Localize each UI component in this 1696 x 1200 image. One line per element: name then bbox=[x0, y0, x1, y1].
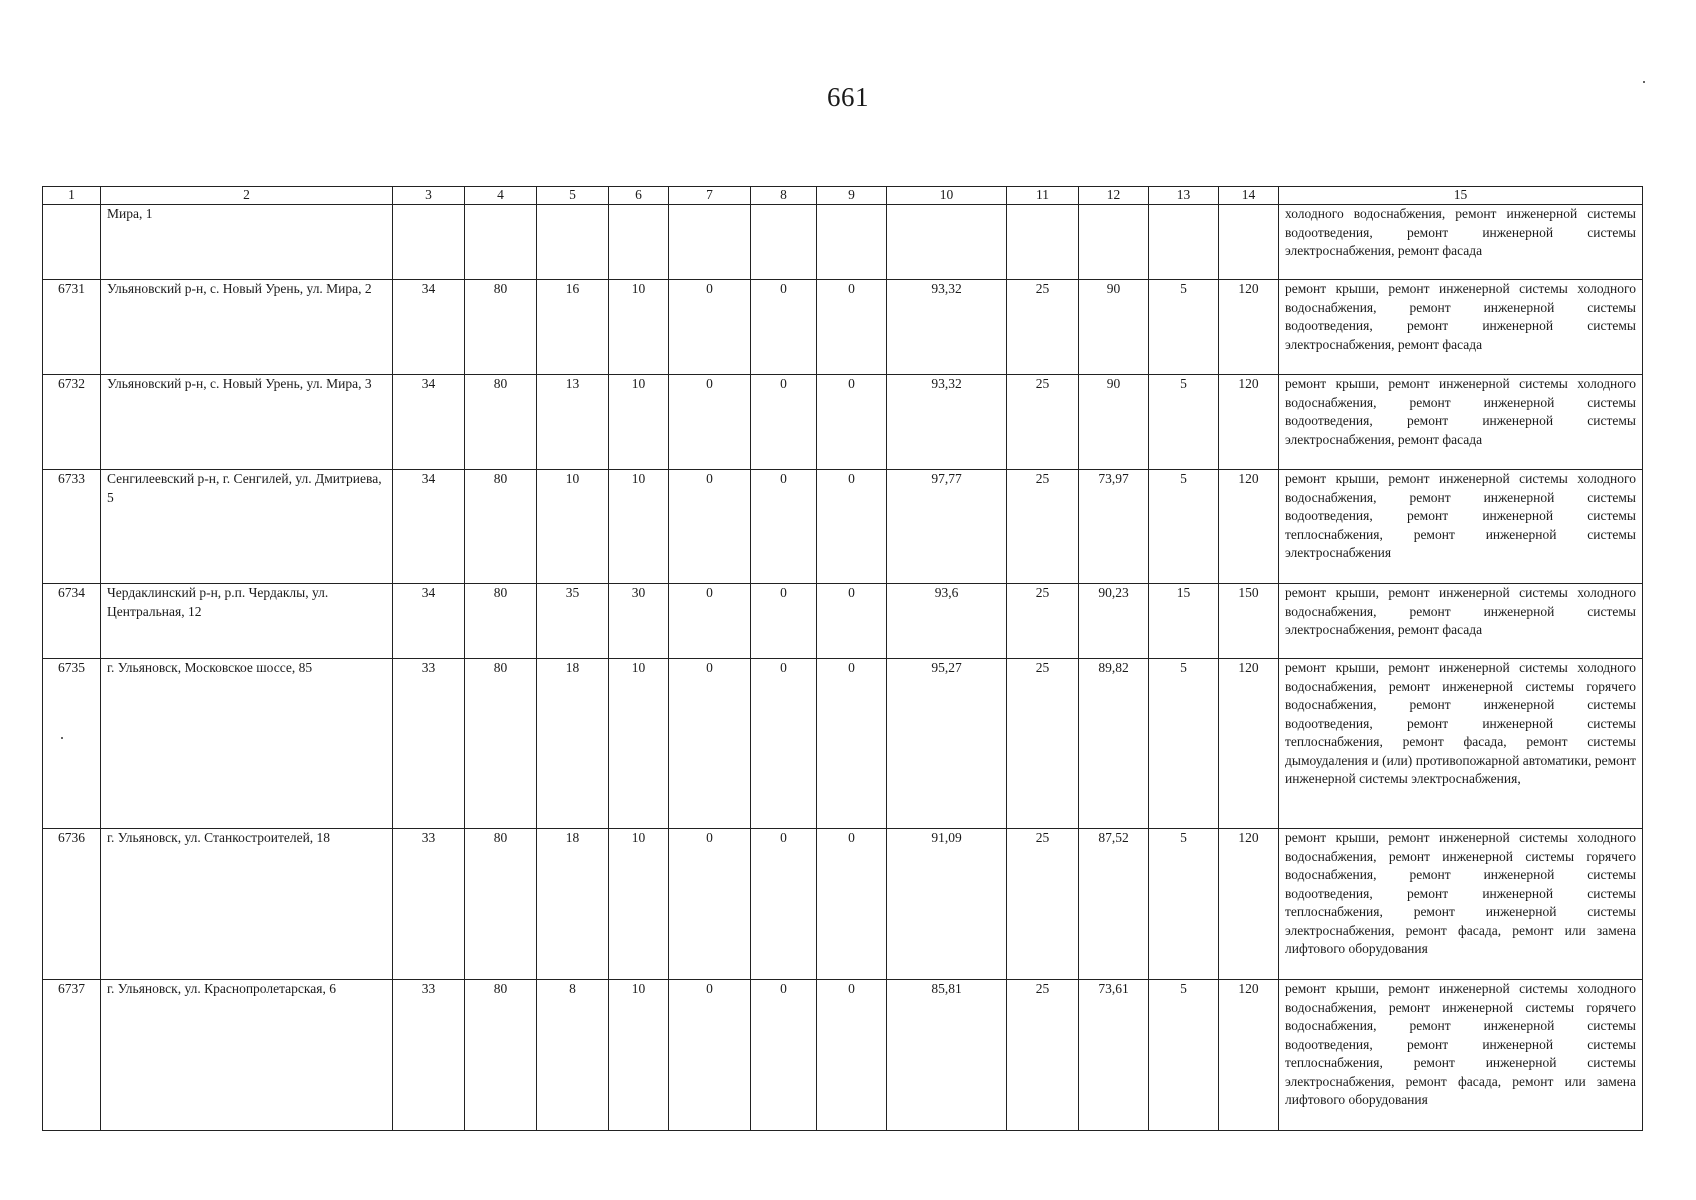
row-number: 6733 bbox=[43, 470, 101, 584]
cell-col-12: 73,61 bbox=[1079, 980, 1149, 1131]
cell-col-14: 120 bbox=[1219, 280, 1279, 375]
column-header-5: 5 bbox=[537, 187, 609, 205]
cell-col-8: 0 bbox=[751, 375, 817, 470]
cell-col-3: 33 bbox=[393, 980, 465, 1131]
table-row bbox=[43, 659, 1643, 829]
cell-col-10: 97,77 bbox=[887, 470, 1007, 584]
cell-col-5: 10 bbox=[537, 470, 609, 584]
repair-works-cell: ремонт крыши, ремонт инженерной системы холодного водоснабжения, ремонт инженерной системы горячего водоснабжения, ремонт инженерной системы водоотведения, ремонт инженерной системы теплоснабжения, ремонт инженерной системы электроснабжения, ремонт фасада, ремонт или замена лифтового оборудования bbox=[1279, 980, 1643, 1131]
cell-col-13: 5 bbox=[1149, 375, 1219, 470]
cell-col-6 bbox=[609, 205, 669, 280]
repair-program-table bbox=[42, 186, 1643, 1131]
cell-col-4: 80 bbox=[465, 584, 537, 659]
repair-works-cell: ремонт крыши, ремонт инженерной системы холодного водоснабжения, ремонт инженерной системы водоотведения, ремонт инженерной системы электроснабжения, ремонт фасада bbox=[1279, 375, 1643, 470]
cell-col-14: 120 bbox=[1219, 829, 1279, 980]
cell-col-9: 0 bbox=[817, 659, 887, 829]
cell-col-7: 0 bbox=[669, 470, 751, 584]
cell-col-6: 30 bbox=[609, 584, 669, 659]
cell-col-8: 0 bbox=[751, 659, 817, 829]
cell-col-14: 120 bbox=[1219, 470, 1279, 584]
cell-col-5 bbox=[537, 205, 609, 280]
cell-col-7: 0 bbox=[669, 280, 751, 375]
row-number bbox=[43, 205, 101, 280]
column-header-2: 2 bbox=[101, 187, 393, 205]
cell-col-12 bbox=[1079, 205, 1149, 280]
column-header-10: 10 bbox=[887, 187, 1007, 205]
address-cell: Чердаклинский р-н, р.п. Чердаклы, ул. Центральная, 12 bbox=[101, 584, 393, 659]
cell-col-9 bbox=[817, 205, 887, 280]
cell-col-3: 34 bbox=[393, 584, 465, 659]
column-header-15: 15 bbox=[1279, 187, 1643, 205]
cell-col-13: 5 bbox=[1149, 659, 1219, 829]
table-row bbox=[43, 205, 1643, 280]
cell-col-8: 0 bbox=[751, 470, 817, 584]
cell-col-12: 89,82 bbox=[1079, 659, 1149, 829]
cell-col-13: 5 bbox=[1149, 280, 1219, 375]
cell-col-11: 25 bbox=[1007, 829, 1079, 980]
column-header-4: 4 bbox=[465, 187, 537, 205]
cell-col-3: 34 bbox=[393, 470, 465, 584]
cell-col-14: 120 bbox=[1219, 980, 1279, 1131]
cell-col-7: 0 bbox=[669, 584, 751, 659]
repair-works-cell: ремонт крыши, ремонт инженерной системы холодного водоснабжения, ремонт инженерной системы горячего водоснабжения, ремонт инженерной системы водоотведения, ремонт инженерной системы теплоснабжения, ремонт инженерной системы электроснабжения, ремонт фасада, ремонт или замена лифтового оборудования bbox=[1279, 829, 1643, 980]
cell-col-7: 0 bbox=[669, 980, 751, 1131]
cell-col-5: 18 bbox=[537, 829, 609, 980]
column-header-7: 7 bbox=[669, 187, 751, 205]
cell-col-3: 33 bbox=[393, 829, 465, 980]
cell-col-13 bbox=[1149, 205, 1219, 280]
cell-col-14: 120 bbox=[1219, 659, 1279, 829]
cell-col-10: 95,27 bbox=[887, 659, 1007, 829]
cell-col-14: 150 bbox=[1219, 584, 1279, 659]
cell-col-11: 25 bbox=[1007, 470, 1079, 584]
row-number: 6734 bbox=[43, 584, 101, 659]
cell-col-8: 0 bbox=[751, 280, 817, 375]
cell-col-4: 80 bbox=[465, 829, 537, 980]
repair-works-cell: ремонт крыши, ремонт инженерной системы холодного водоснабжения, ремонт инженерной системы водоотведения, ремонт инженерной системы теплоснабжения, ремонт инженерной системы электроснабжения bbox=[1279, 470, 1643, 584]
scan-speck bbox=[1643, 81, 1645, 83]
cell-col-13: 5 bbox=[1149, 470, 1219, 584]
cell-col-6: 10 bbox=[609, 280, 669, 375]
cell-col-12: 90 bbox=[1079, 375, 1149, 470]
cell-col-13: 15 bbox=[1149, 584, 1219, 659]
cell-col-9: 0 bbox=[817, 375, 887, 470]
cell-col-4: 80 bbox=[465, 375, 537, 470]
cell-col-3 bbox=[393, 205, 465, 280]
cell-col-4: 80 bbox=[465, 470, 537, 584]
table-body bbox=[43, 205, 1643, 1131]
cell-col-10: 91,09 bbox=[887, 829, 1007, 980]
cell-col-10: 93,6 bbox=[887, 584, 1007, 659]
cell-col-6: 10 bbox=[609, 980, 669, 1131]
repair-works-cell: холодного водоснабжения, ремонт инженерной системы водоотведения, ремонт инженерной системы электроснабжения, ремонт фасада bbox=[1279, 205, 1643, 280]
cell-col-13: 5 bbox=[1149, 980, 1219, 1131]
cell-col-10 bbox=[887, 205, 1007, 280]
cell-col-8: 0 bbox=[751, 829, 817, 980]
cell-col-8: 0 bbox=[751, 980, 817, 1131]
cell-col-10: 93,32 bbox=[887, 280, 1007, 375]
table-row bbox=[43, 584, 1643, 659]
cell-col-6: 10 bbox=[609, 470, 669, 584]
cell-col-9: 0 bbox=[817, 280, 887, 375]
cell-col-5: 16 bbox=[537, 280, 609, 375]
cell-col-11 bbox=[1007, 205, 1079, 280]
address-cell: г. Ульяновск, ул. Краснопролетарская, 6 bbox=[101, 980, 393, 1131]
cell-col-11: 25 bbox=[1007, 980, 1079, 1131]
column-header-6: 6 bbox=[609, 187, 669, 205]
row-number: 6731 bbox=[43, 280, 101, 375]
cell-col-5: 18 bbox=[537, 659, 609, 829]
cell-col-12: 87,52 bbox=[1079, 829, 1149, 980]
address-cell: Мира, 1 bbox=[101, 205, 393, 280]
table-row bbox=[43, 980, 1643, 1131]
cell-col-9: 0 bbox=[817, 829, 887, 980]
cell-col-5: 35 bbox=[537, 584, 609, 659]
column-header-3: 3 bbox=[393, 187, 465, 205]
table-row bbox=[43, 829, 1643, 980]
cell-col-4 bbox=[465, 205, 537, 280]
repair-works-cell: ремонт крыши, ремонт инженерной системы холодного водоснабжения, ремонт инженерной системы электроснабжения, ремонт фасада bbox=[1279, 584, 1643, 659]
address-cell: Ульяновский р-н, с. Новый Урень, ул. Мира, 3 bbox=[101, 375, 393, 470]
column-header-1: 1 bbox=[43, 187, 101, 205]
address-cell: г. Ульяновск, Московское шоссе, 85 bbox=[101, 659, 393, 829]
cell-col-10: 85,81 bbox=[887, 980, 1007, 1131]
row-number: 6736 bbox=[43, 829, 101, 980]
cell-col-5: 8 bbox=[537, 980, 609, 1131]
cell-col-7: 0 bbox=[669, 375, 751, 470]
repair-works-cell: ремонт крыши, ремонт инженерной системы холодного водоснабжения, ремонт инженерной системы водоотведения, ремонт инженерной системы электроснабжения, ремонт фасада bbox=[1279, 280, 1643, 375]
address-cell: Сенгилеевский р-н, г. Сенгилей, ул. Дмитриева, 5 bbox=[101, 470, 393, 584]
cell-col-8: 0 bbox=[751, 584, 817, 659]
cell-col-9: 0 bbox=[817, 980, 887, 1131]
cell-col-7: 0 bbox=[669, 659, 751, 829]
table-row bbox=[43, 375, 1643, 470]
column-header-8: 8 bbox=[751, 187, 817, 205]
cell-col-6: 10 bbox=[609, 375, 669, 470]
cell-col-12: 90 bbox=[1079, 280, 1149, 375]
cell-col-5: 13 bbox=[537, 375, 609, 470]
repair-works-cell: ремонт крыши, ремонт инженерной системы холодного водоснабжения, ремонт инженерной системы горячего водоснабжения, ремонт инженерной системы водоотведения, ремонт инженерной системы теплоснабжения, ремонт фасада, ремонт системы дымоудаления и (или) противопожарной автоматики, ремонт инженерной системы электроснабжения, bbox=[1279, 659, 1643, 829]
row-number: 6732 bbox=[43, 375, 101, 470]
cell-col-13: 5 bbox=[1149, 829, 1219, 980]
cell-col-12: 73,97 bbox=[1079, 470, 1149, 584]
cell-col-6: 10 bbox=[609, 829, 669, 980]
column-number-header-row bbox=[43, 187, 1643, 205]
table-row bbox=[43, 280, 1643, 375]
cell-col-8 bbox=[751, 205, 817, 280]
cell-col-4: 80 bbox=[465, 980, 537, 1131]
cell-col-6: 10 bbox=[609, 659, 669, 829]
cell-col-9: 0 bbox=[817, 470, 887, 584]
column-header-13: 13 bbox=[1149, 187, 1219, 205]
cell-col-11: 25 bbox=[1007, 584, 1079, 659]
cell-col-4: 80 bbox=[465, 659, 537, 829]
cell-col-14: 120 bbox=[1219, 375, 1279, 470]
cell-col-10: 93,32 bbox=[887, 375, 1007, 470]
cell-col-3: 34 bbox=[393, 375, 465, 470]
cell-col-3: 33 bbox=[393, 659, 465, 829]
column-header-11: 11 bbox=[1007, 187, 1079, 205]
row-number: 6737 bbox=[43, 980, 101, 1131]
address-cell: г. Ульяновск, ул. Станкостроителей, 18 bbox=[101, 829, 393, 980]
table-row bbox=[43, 470, 1643, 584]
cell-col-11: 25 bbox=[1007, 659, 1079, 829]
row-number: 6735 bbox=[43, 659, 101, 829]
column-header-14: 14 bbox=[1219, 187, 1279, 205]
cell-col-4: 80 bbox=[465, 280, 537, 375]
cell-col-11: 25 bbox=[1007, 375, 1079, 470]
page-number: 661 bbox=[827, 82, 869, 112]
cell-col-11: 25 bbox=[1007, 280, 1079, 375]
cell-col-3: 34 bbox=[393, 280, 465, 375]
cell-col-14 bbox=[1219, 205, 1279, 280]
cell-col-7: 0 bbox=[669, 829, 751, 980]
cell-col-12: 90,23 bbox=[1079, 584, 1149, 659]
column-header-9: 9 bbox=[817, 187, 887, 205]
cell-col-7 bbox=[669, 205, 751, 280]
column-header-12: 12 bbox=[1079, 187, 1149, 205]
address-cell: Ульяновский р-н, с. Новый Урень, ул. Мира, 2 bbox=[101, 280, 393, 375]
cell-col-9: 0 bbox=[817, 584, 887, 659]
